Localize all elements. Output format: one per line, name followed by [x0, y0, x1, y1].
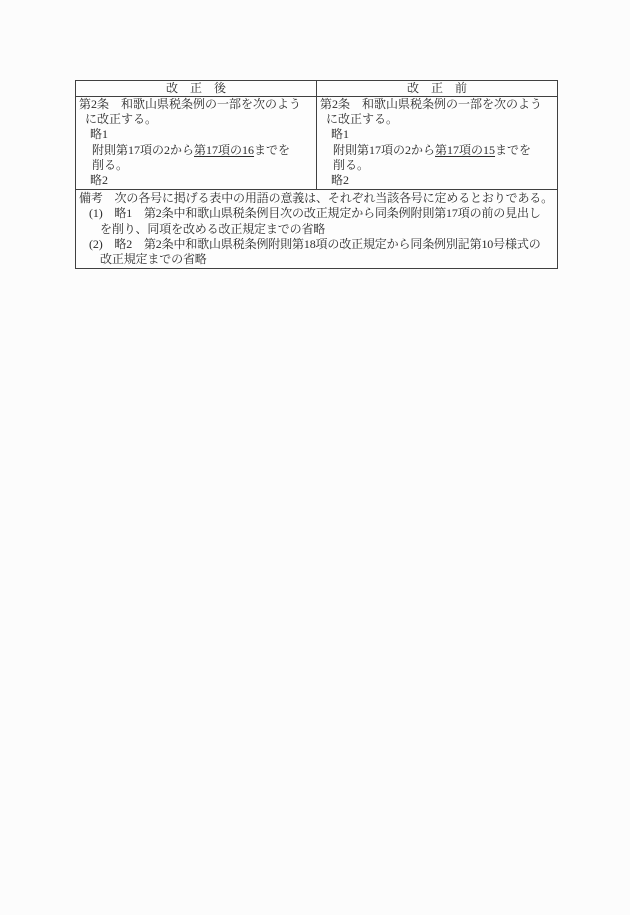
text-line: 削る。	[92, 157, 129, 172]
clause-suffix: までを	[254, 142, 291, 157]
text-line: 第2条 和歌山県税条例の一部を次のよう	[320, 97, 543, 111]
text-line: に改正する。	[326, 112, 399, 127]
underlined-reference: 第17項の16	[194, 142, 255, 157]
text-line: 略1	[90, 127, 109, 142]
remarks-item-1-continuation: を削り、同項を改める改正規定までの省略	[100, 221, 326, 236]
remarks-cell	[76, 190, 557, 268]
amendment-comparison-table	[75, 80, 558, 269]
table-body-row	[76, 97, 557, 190]
text-line: 第2条 和歌山県税条例の一部を次のよう	[79, 97, 302, 111]
underlined-reference: 第17項の15	[435, 142, 496, 157]
clause-suffix: までを	[495, 142, 532, 157]
text-line: 略2	[90, 173, 109, 188]
remarks-item-1-line: (1) 略1 第2条中和歌山県税条例目次の改正規定から同条例附則第17項の前の見出し	[89, 206, 541, 221]
text-line	[320, 143, 555, 158]
text-line	[79, 143, 314, 158]
clause-prefix: 附則第17項の2から	[92, 142, 195, 157]
after-amendment-cell	[76, 97, 317, 189]
before-amendment-cell	[317, 97, 557, 189]
remarks-heading-line: 備考 次の各号に掲げる表中の用語の意義は、それぞれ当該各号に定めるとおりである。	[79, 191, 554, 206]
text-line: 略1	[331, 127, 350, 142]
table-header-row	[76, 81, 557, 97]
header-cell-after-amendment: 改 正 後	[76, 81, 317, 96]
text-line: 略2	[331, 173, 350, 188]
remarks-item-2-continuation: 改正規定までの省略	[100, 252, 207, 267]
clause-prefix: 附則第17項の2から	[333, 142, 436, 157]
text-line: 削る。	[333, 157, 370, 172]
header-cell-before-amendment: 改 正 前	[406, 81, 467, 95]
remarks-item-2-line: (2) 略2 第2条中和歌山県税条例附則第18項の改正規定から同条例別記第10号様式の	[89, 236, 541, 251]
text-line: に改正する。	[85, 112, 158, 127]
